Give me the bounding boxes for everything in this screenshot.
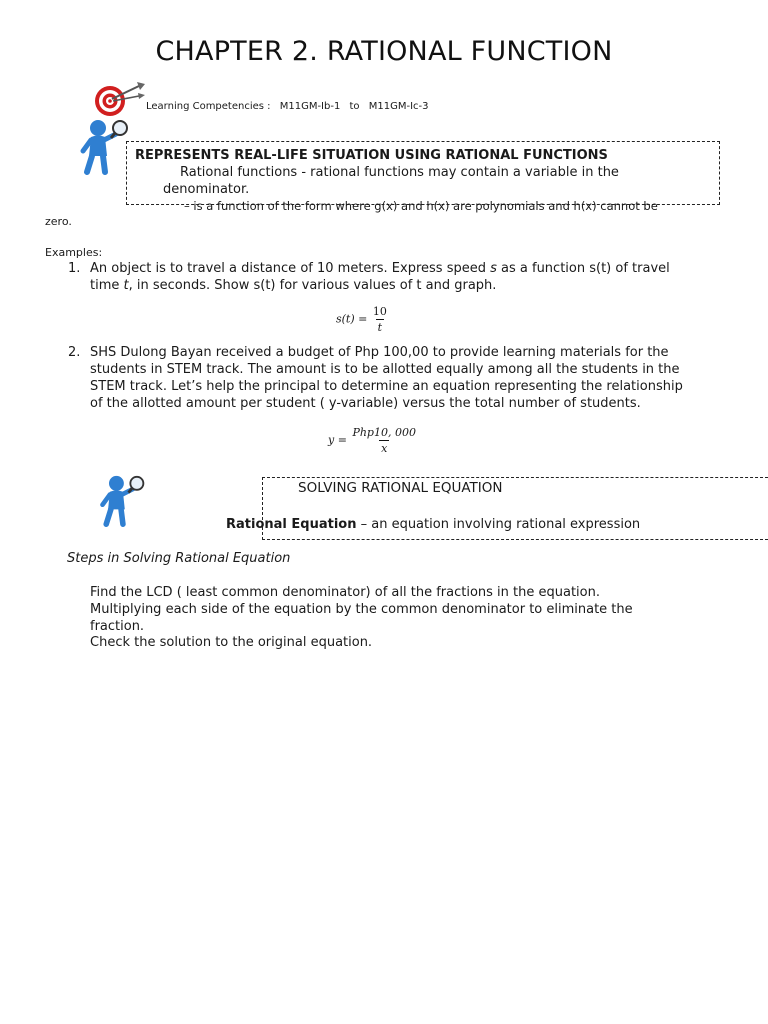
example-1-line-2	[90, 277, 496, 294]
magnifier-person-icon	[76, 118, 132, 176]
formula-allotment-denominator: x	[381, 442, 388, 455]
formula-allotment-numerator: Php10, 000	[352, 426, 416, 439]
definition-line-2: denominator.	[163, 182, 250, 197]
formula-allotment	[328, 426, 418, 455]
example-1-number: 1.	[68, 261, 81, 276]
step-3: Check the solution to the original equation.	[90, 635, 373, 650]
target-icon	[93, 80, 149, 120]
example-1-var-s: s	[490, 261, 497, 276]
formula-allotment-lhs: y =	[328, 433, 347, 447]
definition-line-1: Rational functions - rational functions may contain a variable in the	[180, 165, 619, 180]
magnifier-person-icon-2	[96, 474, 148, 528]
formula-speed-denominator: t	[377, 321, 383, 334]
formula-speed-numerator: 10	[372, 305, 387, 318]
example-1-text-a: An object is to travel a distance of 10 meters. Express speed	[90, 261, 486, 276]
example-2-line-1: SHS Dulong Bayan received a budget of Php 100,00 to provide learning materials for the	[90, 345, 669, 360]
example-2-number: 2.	[68, 345, 81, 360]
competency-start: M11GM-Ib-1	[279, 101, 341, 112]
formula-allotment-fraction	[350, 426, 418, 455]
step-2-continued: fraction.	[90, 619, 145, 634]
section1-heading: REPRESENTS REAL-LIFE SITUATION USING RATIONAL FUNCTIONS	[135, 148, 608, 163]
rational-equation-term: Rational Equation	[226, 517, 357, 532]
example-2-line-3: STEM track. Let’s help the principal to determine an equation representing the relationship	[90, 379, 683, 394]
section2-heading: SOLVING RATIONAL EQUATION	[298, 480, 503, 496]
competency-to: to	[349, 101, 360, 112]
learning-competencies	[146, 101, 429, 112]
step-2: Multiplying each side of the equation by the common denominator to eliminate the	[90, 602, 633, 617]
step-1: Find the LCD ( least common denominator) of all the fractions in the equation.	[90, 585, 600, 600]
formula-speed-lhs: s(t) =	[336, 312, 368, 326]
example-1-text-b: as a function s(t) of travel	[496, 261, 670, 276]
definition-line-3: – is a function of the form where g(x) and h(x) are polynomials and h(x) cannot be	[184, 199, 658, 213]
example-1-text-c: time	[90, 278, 120, 293]
competencies-label: Learning Competencies :	[146, 101, 271, 112]
example-1-text-d: , in seconds. Show s(t) for various values of t and graph.	[128, 278, 497, 293]
example-2-line-4: of the allotted amount per student ( y-variable) versus the total number of students.	[90, 396, 641, 411]
examples-label: Examples:	[45, 246, 103, 259]
definition-line-4: zero.	[45, 215, 72, 228]
rational-equation-definition	[226, 516, 640, 533]
page-title: CHAPTER 2. RATIONAL FUNCTION	[155, 36, 613, 67]
rational-equation-text: – an equation involving rational expression	[356, 517, 641, 532]
steps-title: Steps in Solving Rational Equation	[67, 551, 291, 566]
competency-end: M11GM-Ic-3	[368, 101, 429, 112]
example-2-line-2: students in STEM track. The amount is to be allotted equally among all the students in the	[90, 362, 680, 377]
example-1-line-1	[90, 260, 670, 277]
formula-speed-fraction	[371, 305, 389, 334]
formula-speed	[336, 305, 389, 334]
example-1-var-t: t	[123, 278, 129, 293]
